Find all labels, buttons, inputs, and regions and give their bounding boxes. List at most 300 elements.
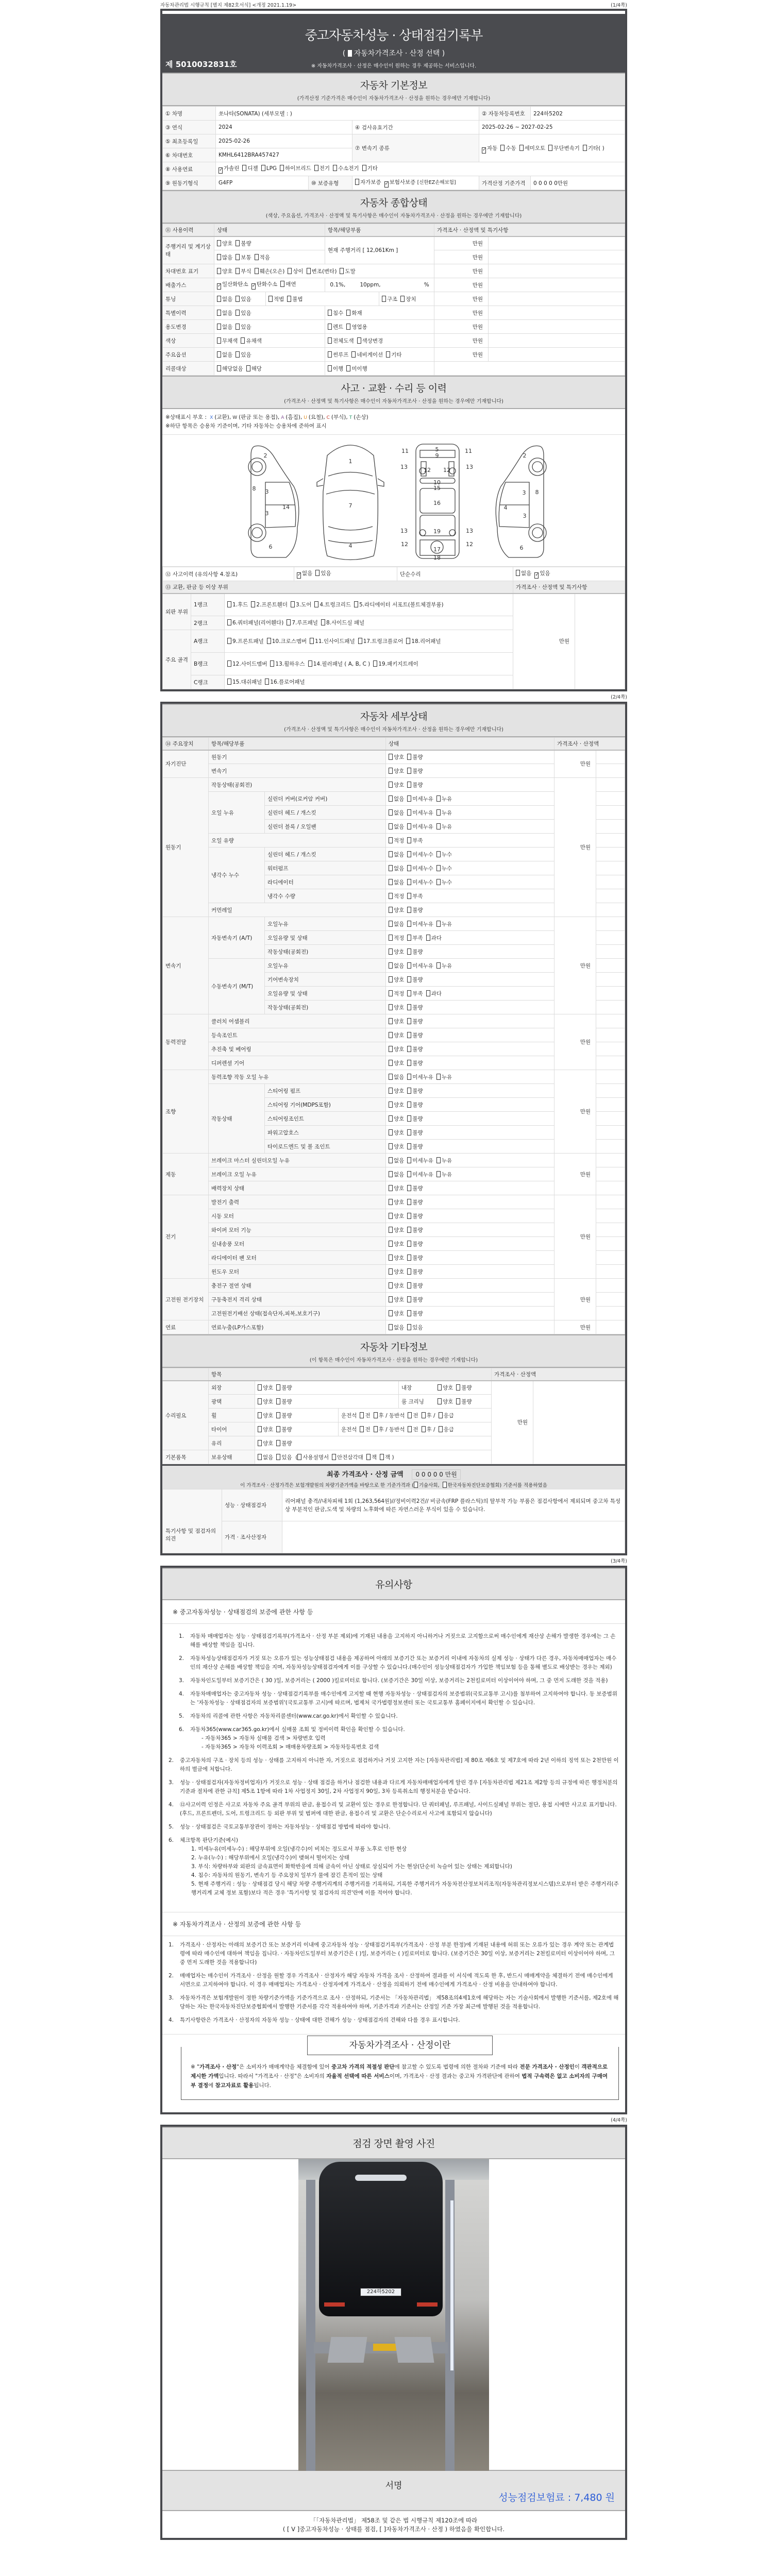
checkbox-option[interactable] [217,241,232,247]
checkbox[interactable] [407,1018,411,1024]
checkbox[interactable] [389,935,393,941]
checkbox[interactable] [291,601,295,607]
checkbox[interactable] [407,1088,411,1094]
checkbox-option[interactable] [404,1130,423,1136]
checkbox-option[interactable] [389,1283,404,1289]
checkbox-option[interactable] [433,1172,452,1178]
checkbox-option[interactable] [348,352,383,358]
checkbox-option[interactable] [283,620,318,626]
checkbox[interactable] [217,337,221,344]
checkbox-option[interactable] [404,1088,423,1094]
checkbox-option[interactable] [232,296,251,302]
checkbox-option[interactable] [329,1454,363,1461]
checkbox[interactable] [407,893,411,899]
checkbox[interactable] [258,1412,262,1418]
checkbox[interactable] [374,1412,378,1418]
checkbox[interactable] [426,990,430,996]
checkbox[interactable] [382,296,386,302]
checkbox[interactable] [407,1324,411,1330]
checkbox-option[interactable] [389,1213,404,1219]
checkbox-option[interactable] [232,352,251,358]
checkbox[interactable] [389,1185,393,1191]
checkbox-option[interactable] [354,338,383,344]
checkbox-option[interactable] [404,1102,423,1108]
checkbox[interactable] [407,1185,411,1191]
checkbox-checked[interactable]: ✓ [297,572,301,578]
checkbox-option[interactable] [404,782,423,788]
checkbox-option[interactable] [267,661,305,667]
checkbox-option[interactable] [516,570,531,577]
checkbox[interactable] [217,324,221,330]
checkbox[interactable] [407,921,411,927]
checkbox[interactable] [328,351,332,358]
checkbox-option[interactable] [389,949,404,955]
checkbox-option[interactable] [217,366,243,372]
checkbox-option[interactable] [307,638,355,645]
checkbox-option[interactable] [251,268,285,275]
checkbox-option[interactable] [404,977,423,983]
checkbox-option[interactable] [217,338,238,344]
checkbox[interactable] [414,1482,418,1488]
checkbox-option[interactable] [311,602,351,608]
checkbox-option[interactable] [318,620,364,626]
checkbox[interactable] [380,1454,384,1460]
checkbox[interactable] [276,1426,280,1432]
checkbox-option[interactable] [328,366,343,372]
checkbox[interactable] [407,962,411,969]
checkbox[interactable] [443,1482,447,1488]
checkbox[interactable] [407,1115,411,1122]
checkbox-option[interactable] [389,1199,404,1206]
checkbox-option[interactable] [328,352,348,358]
checkbox-option[interactable] [389,1046,404,1053]
checkbox[interactable] [389,1032,393,1038]
checkbox-option[interactable] [343,324,367,330]
checkbox[interactable] [407,809,411,816]
checkbox-option[interactable] [371,1413,384,1419]
checkbox-option[interactable] [262,679,305,685]
checkbox[interactable] [261,165,265,171]
checkbox[interactable] [407,1101,411,1108]
checkbox-option[interactable] [389,1241,404,1247]
checkbox-option[interactable] [389,1060,404,1066]
checkbox-option[interactable] [371,1427,384,1433]
checkbox[interactable] [407,782,411,788]
checkbox-option[interactable] [404,1005,423,1011]
checkbox-option[interactable] [351,602,444,608]
checkbox-option[interactable] [404,907,423,913]
checkbox-option[interactable] [404,1158,433,1164]
checkbox-option[interactable] [273,1427,292,1433]
checkbox-option[interactable] [438,1399,453,1405]
checkbox-option[interactable] [404,824,433,830]
checkbox[interactable] [227,679,231,685]
checkbox-option[interactable] [304,268,337,275]
checkbox-option[interactable] [404,1116,423,1122]
checkbox[interactable] [389,1296,393,1302]
checkbox-option[interactable] [438,1385,453,1391]
checkbox-option[interactable] [404,1213,423,1219]
checkbox-option[interactable] [248,281,278,287]
checkbox-option[interactable] [482,145,497,151]
checkbox[interactable] [407,795,411,802]
checkbox[interactable] [439,1426,443,1432]
checkbox[interactable] [276,1412,280,1418]
checkbox[interactable] [276,1398,280,1404]
checkbox-option[interactable] [284,296,303,302]
checkbox[interactable] [407,1227,411,1233]
checkbox[interactable] [407,879,411,885]
checkbox[interactable] [407,1171,411,1177]
checkbox-option[interactable] [359,165,378,172]
checkbox[interactable] [217,268,221,274]
checkbox-option[interactable] [423,991,442,997]
checkbox-option[interactable] [404,921,433,927]
checkbox[interactable] [389,990,393,996]
checkbox[interactable] [389,921,393,927]
checkbox[interactable] [227,601,231,607]
checkbox-option[interactable] [273,1399,292,1405]
checkbox-option[interactable] [433,1158,452,1164]
checkbox-option[interactable] [404,1255,423,1261]
checkbox-option[interactable] [404,1283,423,1289]
checkbox[interactable] [436,921,441,927]
checkbox[interactable] [436,865,441,871]
checkbox-option[interactable] [217,268,232,275]
checkbox-option[interactable] [433,921,452,927]
checkbox[interactable] [362,165,366,171]
checkbox[interactable] [407,865,411,871]
checkbox[interactable] [407,1060,411,1066]
checkbox-option[interactable] [227,638,264,645]
checkbox-option[interactable] [273,1385,292,1391]
checkbox-option[interactable] [389,1102,404,1108]
checkbox[interactable] [374,1426,378,1432]
checkbox[interactable] [389,823,393,829]
checkbox-option[interactable] [404,754,423,760]
checkbox[interactable] [227,619,231,625]
checkbox-option[interactable] [433,824,452,830]
checkbox-option[interactable] [343,366,367,372]
checkbox[interactable] [389,893,393,899]
checkbox[interactable] [407,907,411,913]
checkbox-option[interactable] [404,1074,433,1080]
checkbox-option[interactable] [217,324,232,330]
checkbox[interactable] [332,1454,336,1460]
checkbox[interactable] [422,1412,426,1418]
checkbox[interactable] [516,570,520,576]
checkbox-option[interactable] [343,310,362,316]
checkbox-option[interactable] [389,907,404,913]
checkbox[interactable] [407,1143,411,1149]
checkbox-option[interactable] [389,1074,404,1080]
checkbox-option[interactable] [404,796,433,802]
checkbox-option[interactable] [328,324,343,330]
checkbox[interactable] [328,324,332,330]
checkbox-option[interactable] [357,1427,370,1433]
checkbox-option[interactable] [433,810,452,816]
checkbox[interactable] [287,619,291,625]
checkbox-option[interactable] [381,179,416,185]
checkbox[interactable] [408,1426,412,1432]
checkbox[interactable] [456,1384,460,1391]
checkbox-option[interactable] [404,1046,423,1053]
checkbox-option[interactable] [355,179,381,185]
checkbox[interactable] [357,337,361,344]
checkbox-option[interactable] [433,796,452,802]
checkbox-option[interactable] [404,1227,423,1233]
checkbox[interactable] [340,268,344,274]
checkbox[interactable] [346,324,350,330]
price-select-checkbox[interactable] [348,50,352,57]
checkbox-option[interactable] [232,310,251,316]
checkbox-option[interactable] [232,255,251,261]
checkbox-option[interactable] [545,145,580,151]
checkbox[interactable] [389,1143,393,1149]
checkbox-option[interactable] [355,638,404,645]
checkbox[interactable] [407,1157,411,1163]
checkbox[interactable] [389,1324,393,1330]
checkbox-option[interactable] [389,866,404,872]
checkbox[interactable] [438,1384,442,1391]
checkbox[interactable] [426,935,430,941]
checkbox-option[interactable] [404,1311,423,1317]
checkbox[interactable] [438,1398,442,1404]
checkbox[interactable] [255,268,259,274]
checkbox[interactable] [258,1426,262,1432]
checkbox-option[interactable] [389,1185,404,1192]
checkbox-option[interactable] [453,1399,472,1405]
checkbox[interactable] [328,365,332,371]
checkbox[interactable] [265,679,269,685]
checkbox-option[interactable] [330,165,359,172]
checkbox-option[interactable] [404,963,433,969]
checkbox-option[interactable] [328,310,343,316]
checkbox-option[interactable] [284,268,303,275]
checkbox[interactable] [436,879,441,885]
checkbox[interactable] [407,1074,411,1080]
checkbox-option[interactable] [273,1413,292,1419]
checkbox[interactable] [236,254,240,260]
checkbox[interactable] [297,1454,301,1460]
checkbox[interactable] [217,254,221,260]
checkbox-option[interactable] [404,852,433,858]
checkbox-option[interactable] [440,1483,502,1488]
checkbox[interactable] [258,1440,262,1446]
checkbox[interactable] [314,165,318,171]
checkbox-option[interactable] [414,1483,440,1488]
checkbox[interactable] [310,638,314,644]
checkbox-option[interactable] [273,1454,292,1461]
checkbox-option[interactable] [227,661,267,667]
checkbox-option[interactable] [357,1413,370,1419]
checkbox[interactable] [407,851,411,857]
checkbox[interactable] [389,1199,393,1205]
checkbox[interactable] [389,1129,393,1136]
checkbox-option[interactable] [389,782,404,788]
checkbox[interactable] [351,351,356,358]
checkbox[interactable] [307,268,311,274]
checkbox[interactable] [389,1101,393,1108]
checkbox-option[interactable] [258,165,277,172]
checkbox-option[interactable] [389,852,404,858]
checkbox-option[interactable] [389,768,404,774]
checkbox-option[interactable] [404,810,433,816]
checkbox-option[interactable] [404,1269,423,1275]
checkbox[interactable] [436,962,441,969]
checkbox[interactable] [436,795,441,802]
checkbox[interactable] [407,1046,411,1052]
checkbox[interactable] [328,310,332,316]
checkbox[interactable] [389,768,393,774]
checkbox[interactable] [407,768,411,774]
checkbox[interactable] [407,1310,411,1316]
checkbox[interactable] [258,1454,262,1460]
checkbox-option[interactable] [258,1440,273,1447]
checkbox[interactable] [400,296,405,302]
checkbox-checked[interactable]: ✓ [384,181,389,187]
checkbox[interactable] [308,660,312,667]
checkbox-option[interactable] [297,570,312,577]
checkbox-option[interactable] [258,1385,273,1391]
checkbox-option[interactable] [433,963,452,969]
checkbox[interactable] [389,865,393,871]
checkbox-option[interactable] [404,768,423,774]
checkbox-option[interactable] [238,338,261,344]
checkbox[interactable] [407,1004,411,1010]
checkbox-option[interactable] [404,1060,423,1066]
checkbox-option[interactable] [404,1185,423,1192]
checkbox[interactable] [407,1268,411,1275]
checkbox-option[interactable] [404,991,423,997]
checkbox-option[interactable] [268,296,284,302]
checkbox[interactable] [436,823,441,829]
checkbox-option[interactable] [389,1297,404,1303]
checkbox-option[interactable] [389,1255,404,1261]
checkbox-option[interactable] [258,1399,273,1405]
checkbox-option[interactable] [227,602,248,608]
checkbox-option[interactable] [217,281,248,287]
checkbox-option[interactable] [243,366,262,372]
checkbox-option[interactable] [389,1032,404,1039]
checkbox[interactable] [373,660,377,667]
checkbox[interactable] [422,1426,426,1432]
checkbox-option[interactable] [217,296,232,302]
checkbox[interactable] [236,268,240,274]
checkbox-option[interactable] [382,296,397,302]
checkbox[interactable] [267,638,271,644]
checkbox-option[interactable] [389,1311,404,1317]
checkbox-option[interactable] [580,145,604,151]
checkbox[interactable] [217,351,221,358]
checkbox[interactable] [354,601,358,607]
checkbox[interactable] [389,962,393,969]
checkbox[interactable] [436,1157,441,1163]
checkbox-option[interactable] [404,1241,423,1247]
checkbox[interactable] [519,145,524,151]
checkbox[interactable] [407,990,411,996]
checkbox[interactable] [276,1440,280,1446]
checkbox[interactable] [406,638,410,644]
checkbox[interactable] [389,1157,393,1163]
checkbox-checked[interactable]: ✓ [219,167,223,173]
checkbox-option[interactable] [404,935,423,941]
checkbox[interactable] [389,948,393,955]
checkbox-option[interactable] [389,1325,404,1331]
checkbox-option[interactable] [404,1019,423,1025]
checkbox[interactable] [389,1213,393,1219]
checkbox-option[interactable] [232,241,251,247]
checkbox[interactable] [217,365,221,371]
checkbox[interactable] [389,1171,393,1177]
checkbox-option[interactable] [389,1130,404,1136]
checkbox-option[interactable] [418,1427,432,1433]
checkbox-option[interactable] [389,921,404,927]
checkbox[interactable] [217,240,221,246]
checkbox-option[interactable] [405,1413,418,1419]
checkbox[interactable] [436,1074,441,1080]
checkbox-checked[interactable]: ✓ [482,147,486,152]
checkbox-option[interactable] [383,352,401,358]
checkbox-option[interactable] [453,1385,472,1391]
checkbox[interactable] [407,1296,411,1302]
checkbox[interactable] [236,240,240,246]
checkbox-option[interactable] [312,570,331,577]
checkbox-option[interactable] [404,1297,423,1303]
checkbox-option[interactable] [389,991,404,997]
checkbox[interactable] [436,1171,441,1177]
checkbox-option[interactable] [397,296,416,302]
checkbox-option[interactable] [389,977,404,983]
checkbox-option[interactable] [273,1440,292,1447]
checkbox[interactable] [333,165,337,171]
checkbox-option[interactable] [389,935,404,941]
checkbox[interactable] [407,1213,411,1219]
checkbox[interactable] [288,268,292,274]
checkbox-option[interactable] [217,352,232,358]
checkbox[interactable] [328,337,332,344]
checkbox[interactable] [268,296,273,302]
checkbox-option[interactable] [277,281,296,287]
checkbox-option[interactable] [232,324,251,330]
checkbox-option[interactable] [297,1454,329,1461]
checkbox[interactable] [227,638,231,644]
checkbox-option[interactable] [404,866,433,872]
checkbox-option[interactable] [389,824,404,830]
checkbox-option[interactable] [389,1144,404,1150]
checkbox[interactable] [321,619,325,625]
checkbox-option[interactable] [227,679,262,685]
checkbox[interactable] [389,809,393,816]
checkbox[interactable] [366,1454,371,1460]
checkbox[interactable] [242,165,246,171]
checkbox-option[interactable] [433,1074,452,1080]
checkbox[interactable] [314,601,318,607]
checkbox[interactable] [280,281,284,287]
checkbox[interactable] [389,851,393,857]
checkbox[interactable] [276,1454,280,1460]
checkbox-option[interactable] [251,255,270,261]
checkbox-option[interactable] [389,1019,404,1025]
checkbox[interactable] [408,1412,412,1418]
checkbox[interactable] [346,310,350,316]
checkbox-option[interactable] [404,879,433,886]
checkbox[interactable] [389,976,393,982]
checkbox-option[interactable] [389,1269,404,1275]
checkbox-option[interactable] [239,165,258,172]
checkbox-option[interactable] [305,661,371,667]
checkbox-option[interactable] [404,949,423,955]
